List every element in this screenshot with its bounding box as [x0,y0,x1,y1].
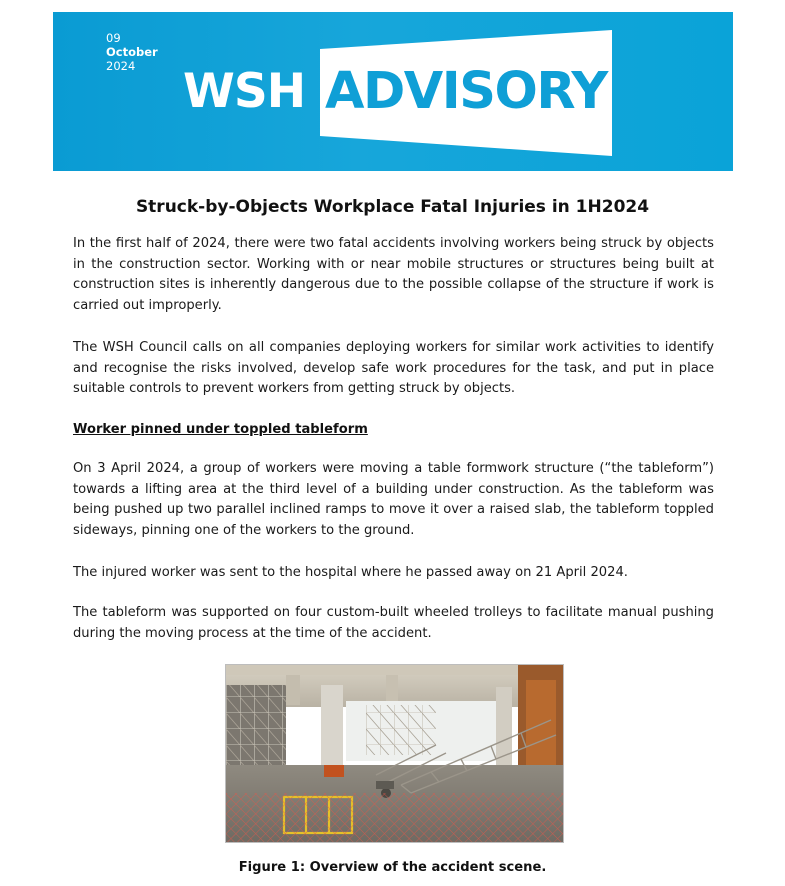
issue-month: October [106,45,158,59]
intro-paragraph: In the first half of 2024, there were two fatal accidents involving workers being struck by objects in the construction sector. Working with or near mobile structures or structures being built at construction sites is inherently dangerous due to the possible collapse of the structure if work is carried out improperly. [73,236,714,313]
wsh-logo-text: WSH [183,64,306,119]
hospital-paragraph: The injured worker was sent to the hospital where he passed away on 21 April 2024. [73,565,628,580]
incident-paragraph: On 3 April 2024, a group of workers were moving a table formwork structure (“the tableform”) towards a lifting area at the third level of a building under construction. As the tableform was being pushed up two parallel inclined ramps to move it over a raised slab, the tableform toppled sideways, pinning one of the workers to the ground. [73,461,714,538]
issue-day: 09 [106,31,121,45]
accident-scene-photo [225,664,564,843]
call-paragraph: The WSH Council calls on all companies deploying workers for similar work activities to identify and recognise the risks involved, develop safe work procedures for the task, and put in place suitable controls to prevent workers from getting struck by objects. [73,340,714,396]
trolleys-paragraph: The tableform was supported on four custom-built wheeled trolleys to facilitate manual pushing during the moving process at the time of the accident. [73,605,714,641]
section-heading: Worker pinned under toppled tableform [73,422,368,437]
issue-year: 2024 [106,59,136,73]
advisory-banner [53,12,733,171]
advisory-logo-text: ADVISORY [325,62,607,121]
page-title: Struck-by-Objects Workplace Fatal Injuries in 1H2024 [135,197,650,217]
figure-caption: Figure 1: Overview of the accident scene. [238,860,547,875]
accident-scene-illustration [226,665,563,842]
issue-date [106,31,158,73]
